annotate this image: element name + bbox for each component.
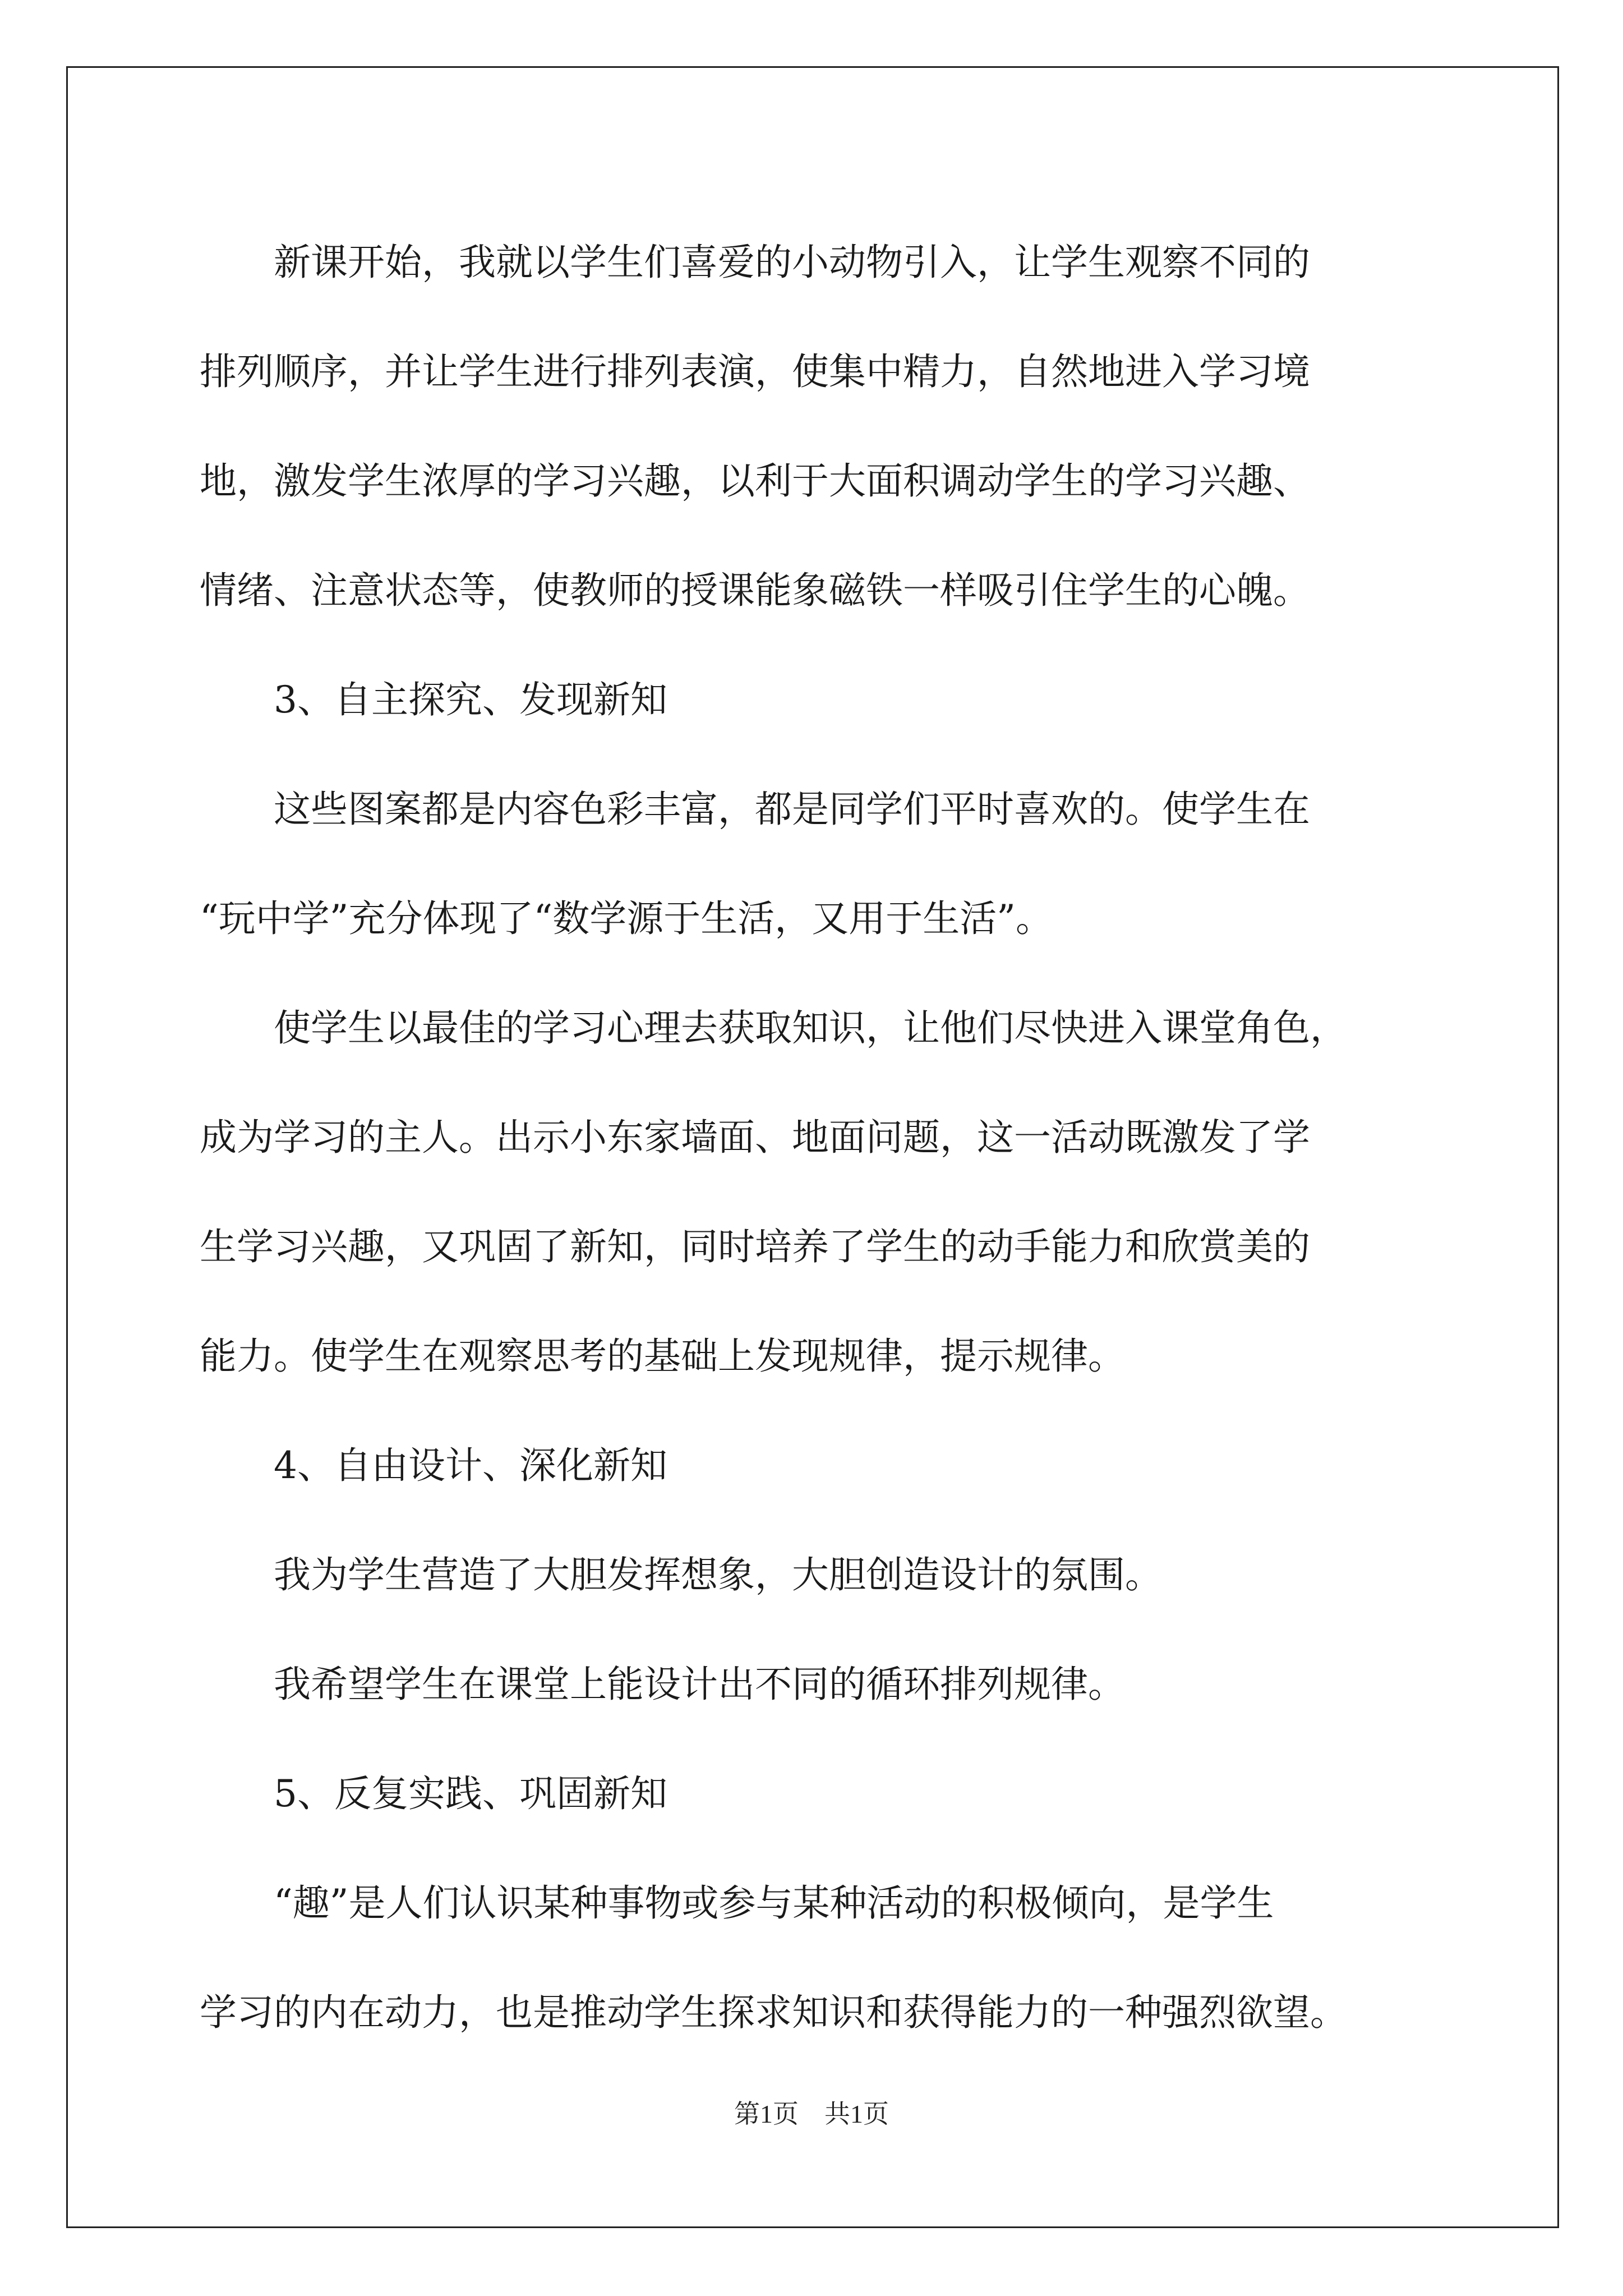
text-line: “玩中学”充分体现了“数学源于生活，又用于生活”。 xyxy=(200,897,1053,940)
text-line: 我希望学生在课堂上能设计出不同的循环排列规律。 xyxy=(200,1663,1125,1706)
text-line: 新课开始，我就以学生们喜爱的小动物引入，让学生观察不同的 xyxy=(200,241,1310,284)
text-line: 学习的内在动力，也是推动学生探求知识和获得能力的一种强烈欲望。 xyxy=(200,1991,1347,2034)
text-line: 我为学生营造了大胆发挥想象，大胆创造设计的氛围。 xyxy=(200,1553,1162,1596)
section-heading: 4、自由设计、深化新知 xyxy=(200,1444,667,1487)
section-heading: 5、反复实践、巩固新知 xyxy=(200,1772,667,1815)
text-line: “趣”是人们认识某种事物或参与某种活动的积极倾向，是学生 xyxy=(200,1881,1274,1925)
text-line: 使学生以最佳的学习心理去获取知识，让他们尽快进入课堂角色， xyxy=(200,1006,1347,1050)
section-heading: 3、自主探究、发现新知 xyxy=(200,678,667,721)
text-line: 这些图案都是内容色彩丰富，都是同学们平时喜欢的。使学生在 xyxy=(200,788,1310,831)
text-line: 情绪、注意状态等，使教师的授课能象磁铁一样吸引住学生的心魄。 xyxy=(200,569,1310,612)
text-line: 生学习兴趣，又巩固了新知，同时培养了学生的动手能力和欣赏美的 xyxy=(200,1225,1310,1268)
page-footer: 第1页 共1页 xyxy=(734,2100,889,2128)
text-line: 能力。使学生在观察思考的基础上发现规律，提示规律。 xyxy=(200,1335,1125,1378)
text-line: 地，激发学生浓厚的学习兴趣，以利于大面积调动学生的学习兴趣、 xyxy=(200,459,1310,503)
document-body xyxy=(200,208,1428,2067)
text-line: 排列顺序，并让学生进行排列表演，使集中精力，自然地进入学习境 xyxy=(200,350,1310,393)
text-line: 成为学习的主人。出示小东家墙面、地面问题，这一活动既激发了学 xyxy=(200,1116,1310,1159)
